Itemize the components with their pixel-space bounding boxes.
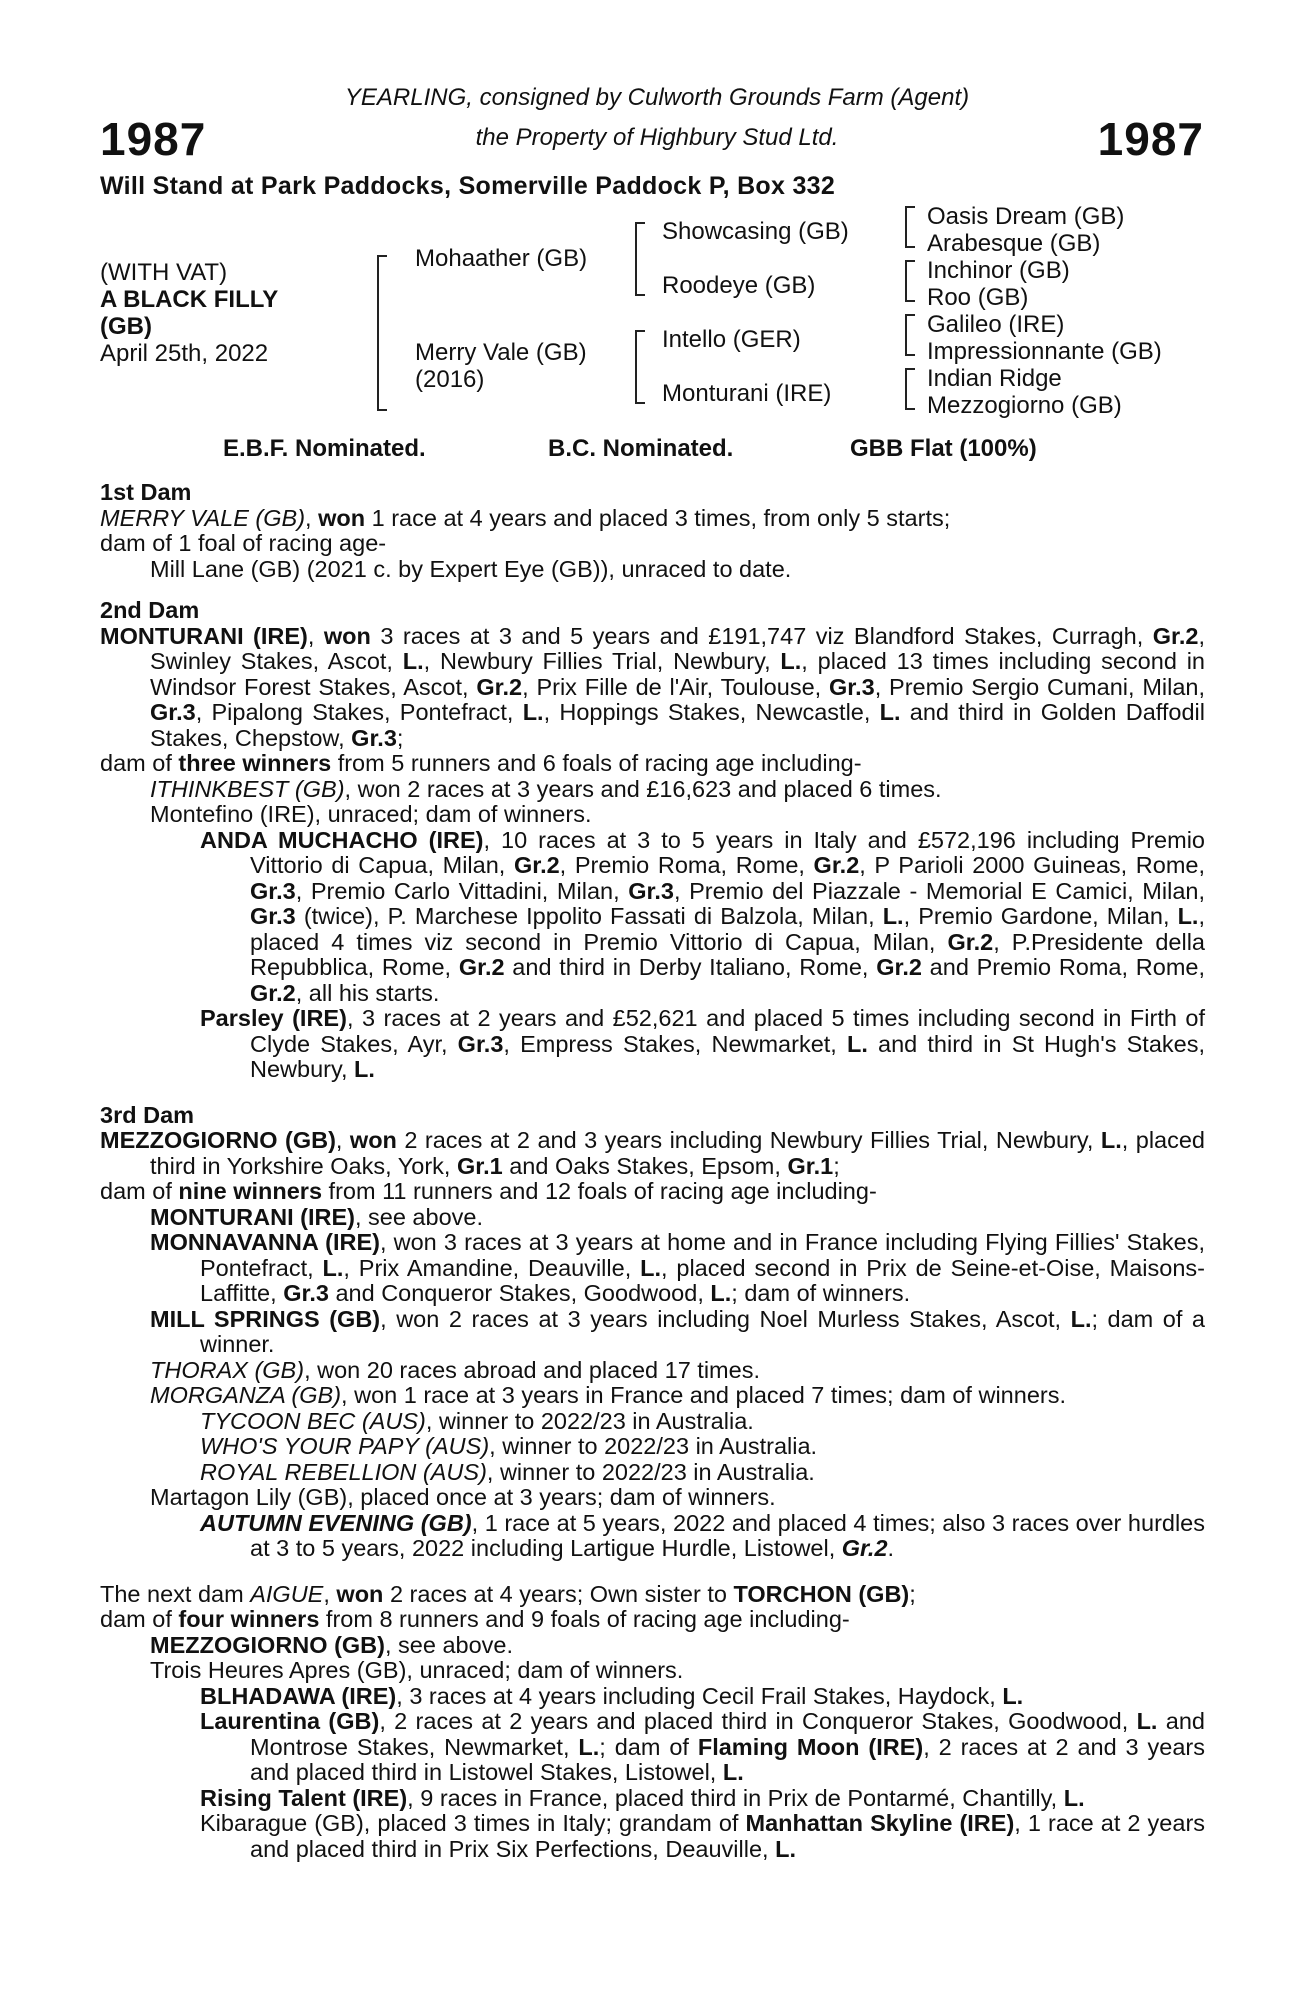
lot-number-right: 1987 bbox=[1097, 113, 1204, 165]
brace-g3-3 bbox=[905, 314, 915, 356]
gen3-6: Impressionnante (GB) bbox=[927, 338, 1162, 365]
brace-sire-dam bbox=[377, 255, 387, 411]
gen3-3: Inchinor (GB) bbox=[927, 257, 1070, 284]
sire: Mohaather (GB) bbox=[415, 245, 588, 272]
third-dam-grandproduce-2: WHO'S YOUR PAPY (AUS), winner to 2022/23 in Australia. bbox=[200, 1433, 818, 1459]
next-dam-record: The next dam AIGUE, won 2 races at 4 years; Own sister to TORCHON (GB); bbox=[100, 1580, 916, 1607]
dam-year: (2016) bbox=[415, 366, 485, 393]
third-dam-grandproduce-1: TYCOON BEC (AUS), winner to 2022/23 in Australia. bbox=[200, 1407, 754, 1434]
sire-dam: Roodeye (GB) bbox=[662, 272, 816, 299]
next-dam-produce-2: Trois Heures Apres (GB), unraced; dam of winners. bbox=[150, 1657, 684, 1683]
gen3-7: Indian Ridge bbox=[927, 365, 1062, 392]
catalogue-body bbox=[100, 480, 1205, 1862]
first-dam-produce-1: Mill Lane (GB) (2021 c. by Expert Eye (GB)), unraced to date. bbox=[150, 555, 792, 582]
first-dam-heading: 1st Dam bbox=[100, 479, 192, 505]
third-dam-produce-1: MONTURANI (IRE), see above. bbox=[150, 1203, 483, 1230]
vat-note: (WITH VAT) bbox=[100, 259, 228, 286]
bc-nomination: B.C. Nominated. bbox=[548, 435, 734, 462]
subject-name: A BLACK FILLY bbox=[100, 286, 279, 313]
next-dam-produce-1: MEZZOGIORNO (GB), see above. bbox=[150, 1631, 514, 1658]
third-dam-produce-intro: dam of nine winners from 11 runners and 12 foals of racing age including- bbox=[100, 1178, 877, 1204]
second-dam-heading: 2nd Dam bbox=[100, 597, 200, 623]
third-dam-grandproduce-3: ROYAL REBELLION (AUS), winner to 2022/23 in Australia. bbox=[200, 1458, 815, 1485]
consignment-line-1: YEARLING, consigned by Culworth Grounds Farm (Agent) bbox=[344, 84, 970, 111]
gen3-8: Mezzogiorno (GB) bbox=[927, 392, 1122, 419]
subject-country: (GB) bbox=[100, 313, 152, 340]
third-dam-grandproduce-4: AUTUMN EVENING (GB), 1 race at 5 years, 2022 and placed 4 times; also 3 races over hurdles at 3 to 5 years, 2022 including Lartigue Hurdle, Listowel, Gr.2. bbox=[200, 1509, 1206, 1561]
next-dam-produce-intro: dam of four winners from 8 runners and 9 foals of racing age including- bbox=[100, 1606, 850, 1632]
brace-g3-4 bbox=[905, 368, 915, 410]
second-dam-produce-intro: dam of three winners from 5 runners and 6 foals of racing age including- bbox=[100, 750, 862, 776]
stand-location: Will Stand at Park Paddocks, Somerville Paddock P, Box 332 bbox=[100, 172, 836, 200]
third-dam-produce-6: Martagon Lily (GB), placed once at 3 years; dam of winners. bbox=[150, 1484, 776, 1510]
third-dam-produce-5: MORGANZA (GB), won 1 race at 3 years in France and placed 7 times; dam of winners. bbox=[150, 1382, 1066, 1408]
third-dam-record: MEZZOGIORNO (GB), won 2 races at 2 and 3 years including Newbury Fillies Trial, Newbury, L., placed third in Yorkshire Oaks, York, Gr.1 and Oaks Stakes, Epsom, Gr.1; bbox=[100, 1127, 1206, 1179]
brace-g3-2 bbox=[905, 260, 915, 302]
gen3-2: Arabesque (GB) bbox=[927, 230, 1101, 257]
brace-sire-parents bbox=[635, 222, 645, 296]
foaling-date: April 25th, 2022 bbox=[100, 340, 269, 367]
gen3-4: Roo (GB) bbox=[927, 284, 1029, 311]
first-dam-record: MERRY VALE (GB), won 1 race at 4 years and placed 3 times, from only 5 starts; bbox=[100, 504, 951, 531]
ebf-nomination: E.B.F. Nominated. bbox=[223, 435, 426, 462]
second-dam-produce-1: ITHINKBEST (GB), won 2 races at 3 years and £16,623 and placed 6 times. bbox=[150, 775, 942, 802]
lot-number-left: 1987 bbox=[100, 113, 207, 165]
first-dam-produce-intro: dam of 1 foal of racing age- bbox=[100, 530, 387, 556]
gbb-nomination: GBB Flat (100%) bbox=[850, 435, 1037, 462]
third-dam-heading: 3rd Dam bbox=[100, 1101, 195, 1128]
next-dam-grandproduce-2: Laurentina (GB), 2 races at 2 years and placed third in Conqueror Stakes, Goodwood, L. and Montrose Stakes, Newmarket, L.; dam of Flaming Moon (IRE), 2 races at 2 and 3 years and placed third in Listowel Stakes, Listowel, L. bbox=[200, 1708, 1205, 1785]
dam: Merry Vale (GB) bbox=[415, 339, 587, 366]
second-dam-grandproduce-2: Parsley (IRE), 3 races at 2 years and £52,621 and placed 5 times including second in Firth of Clyde Stakes, Ayr, Gr.3, Empress Stakes, Newmarket, L. and third in St Hugh's Stakes, Newbury, L. bbox=[200, 1005, 1206, 1082]
next-dam-grandproduce-1: BLHADAWA (IRE), 3 races at 4 years including Cecil Frail Stakes, Haydock, L. bbox=[200, 1682, 1024, 1709]
second-dam-grandproduce-1: ANDA MUCHACHO (IRE), 10 races at 3 to 5 years in Italy and £572,196 including Premio Vittorio di Capua, Milan, Gr.2, Premio Roma, Rome, Gr.2, P Parioli 2000 Guineas, Rome, Gr.3, Premio Carlo Vittadini, Milan, Gr.3, Premio del Piazzale - Memorial E Camici, Milan, Gr.3 (twice), P. Marchese Ippolito Fassati di Balzola, Milan, L., Premio Gardone, Milan, L., placed 4 times viz second in Premio Vittorio di Capua, Milan, Gr.2, P.Presidente della Repubblica, Rome, Gr.2 and third in Derby Italiano, Rome, Gr.2 and Premio Roma, Rome, Gr.2, all his starts. bbox=[200, 826, 1205, 1006]
third-dam-produce-2: MONNAVANNA (IRE), won 3 races at 3 years at home and in France including Flying Fillies' Stakes, Pontefract, L., Prix Amandine, Deauville, L., placed second in Prix de Seine-et-Oise, Maisons-Laffitte, Gr.3 and Conqueror Stakes, Goodwood, L.; dam of winners. bbox=[150, 1229, 1205, 1306]
dam-sire: Intello (GER) bbox=[662, 326, 801, 353]
dam-dam: Monturani (IRE) bbox=[662, 380, 832, 407]
third-dam-produce-4: THORAX (GB), won 20 races abroad and placed 17 times. bbox=[150, 1356, 760, 1383]
next-dam-grandproduce-3: Rising Talent (IRE), 9 races in France, placed third in Prix de Pontarmé, Chantilly, L. bbox=[200, 1784, 1085, 1811]
second-dam-record: MONTURANI (IRE), won 3 races at 3 and 5 years and £191,747 viz Blandford Stakes, Curragh, Gr.2, Swinley Stakes, Ascot, L., Newbury Fillies Trial, Newbury, L., placed 13 times including second in Windsor Forest Stakes, Ascot, Gr.2, Prix Fille de l'Air, Toulouse, Gr.3, Premio Sergio Cumani, Milan, Gr.3, Pipalong Stakes, Pontefract, L., Hoppings Stakes, Newcastle, L. and third in Golden Daffodil Stakes, Chepstow, Gr.3; bbox=[100, 622, 1206, 751]
next-dam-grandproduce-4: Kibarague (GB), placed 3 times in Italy; grandam of Manhattan Skyline (IRE), 1 race at 2 years and placed third in Prix Six Perfections, Deauville, L. bbox=[200, 1810, 1206, 1862]
gen3-5: Galileo (IRE) bbox=[927, 311, 1065, 338]
sire-sire: Showcasing (GB) bbox=[662, 218, 849, 245]
gen3-1: Oasis Dream (GB) bbox=[927, 203, 1125, 230]
consignment-line-2: the Property of Highbury Stud Ltd. bbox=[475, 124, 839, 151]
third-dam-produce-3: MILL SPRINGS (GB), won 2 races at 3 years including Noel Murless Stakes, Ascot, L.; dam of a winner. bbox=[150, 1305, 1206, 1357]
second-dam-produce-2: Montefino (IRE), unraced; dam of winners. bbox=[150, 801, 592, 827]
brace-dam-parents bbox=[635, 330, 645, 404]
brace-g3-1 bbox=[905, 206, 915, 248]
